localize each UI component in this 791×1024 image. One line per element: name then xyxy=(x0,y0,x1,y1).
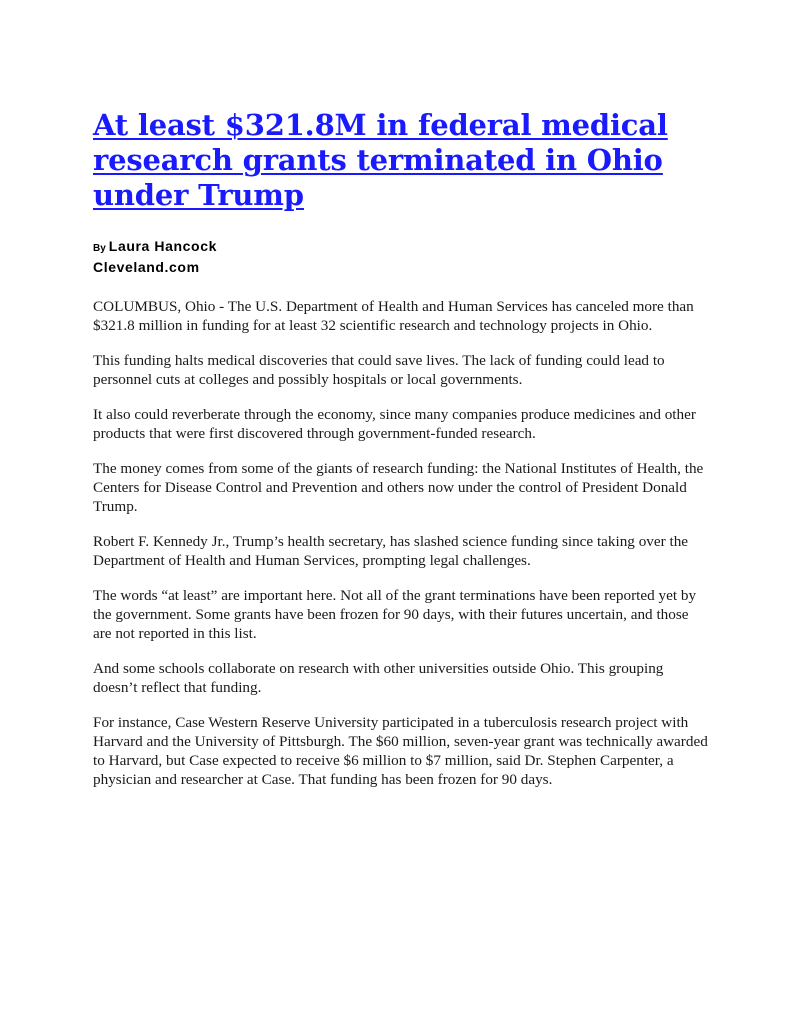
article-headline xyxy=(93,108,708,213)
document-page xyxy=(93,108,708,805)
article-paragraph: COLUMBUS, Ohio - The U.S. Department of Health and Human Services has canceled more than $321.8 million in funding for at least 32 scientific research and technology projects in Ohio. xyxy=(93,298,694,334)
article-paragraph: It also could reverberate through the economy, since many companies produce medicines and other products that were first discovered through government-funded research. xyxy=(93,406,696,442)
byline-author-row xyxy=(93,237,708,258)
byline xyxy=(93,237,708,277)
byline-author: Laura Hancock xyxy=(108,238,217,254)
article-paragraph: For instance, Case Western Reserve University participated in a tuberculosis research project with Harvard and the University of Pittsburgh. The $60 million, seven-year grant was technically awarded to Harvard, but Case expected to receive $6 million to $7 million, said Dr. Stephen Carpenter, a physician and researcher at Case. That funding has been frozen for 90 days. xyxy=(93,714,708,788)
headline-link[interactable]: At least $321.8M in federal medical research grants terminated in Ohio under Trump xyxy=(93,108,668,212)
byline-prefix: By xyxy=(93,243,106,254)
article-paragraph: And some schools collaborate on research with other universities outside Ohio. This grouping doesn’t reflect that funding. xyxy=(93,660,664,696)
byline-outlet: Cleveland.com xyxy=(93,259,200,275)
byline-outlet-row xyxy=(93,258,708,277)
article-paragraph: The money comes from some of the giants of research funding: the National Institutes of Health, the Centers for Disease Control and Prevention and others now under the control of President Donald Trump. xyxy=(93,460,704,515)
article-body xyxy=(93,297,708,789)
article-paragraph: This funding halts medical discoveries that could save lives. The lack of funding could lead to personnel cuts at colleges and possibly hospitals or local governments. xyxy=(93,352,665,388)
article-paragraph: Robert F. Kennedy Jr., Trump’s health secretary, has slashed science funding since taking over the Department of Health and Human Services, prompting legal challenges. xyxy=(93,533,689,569)
article-paragraph: The words “at least” are important here. Not all of the grant terminations have been reported yet by the government. Some grants have been frozen for 90 days, with their futures uncertain, and those are not reported in this list. xyxy=(93,587,697,642)
